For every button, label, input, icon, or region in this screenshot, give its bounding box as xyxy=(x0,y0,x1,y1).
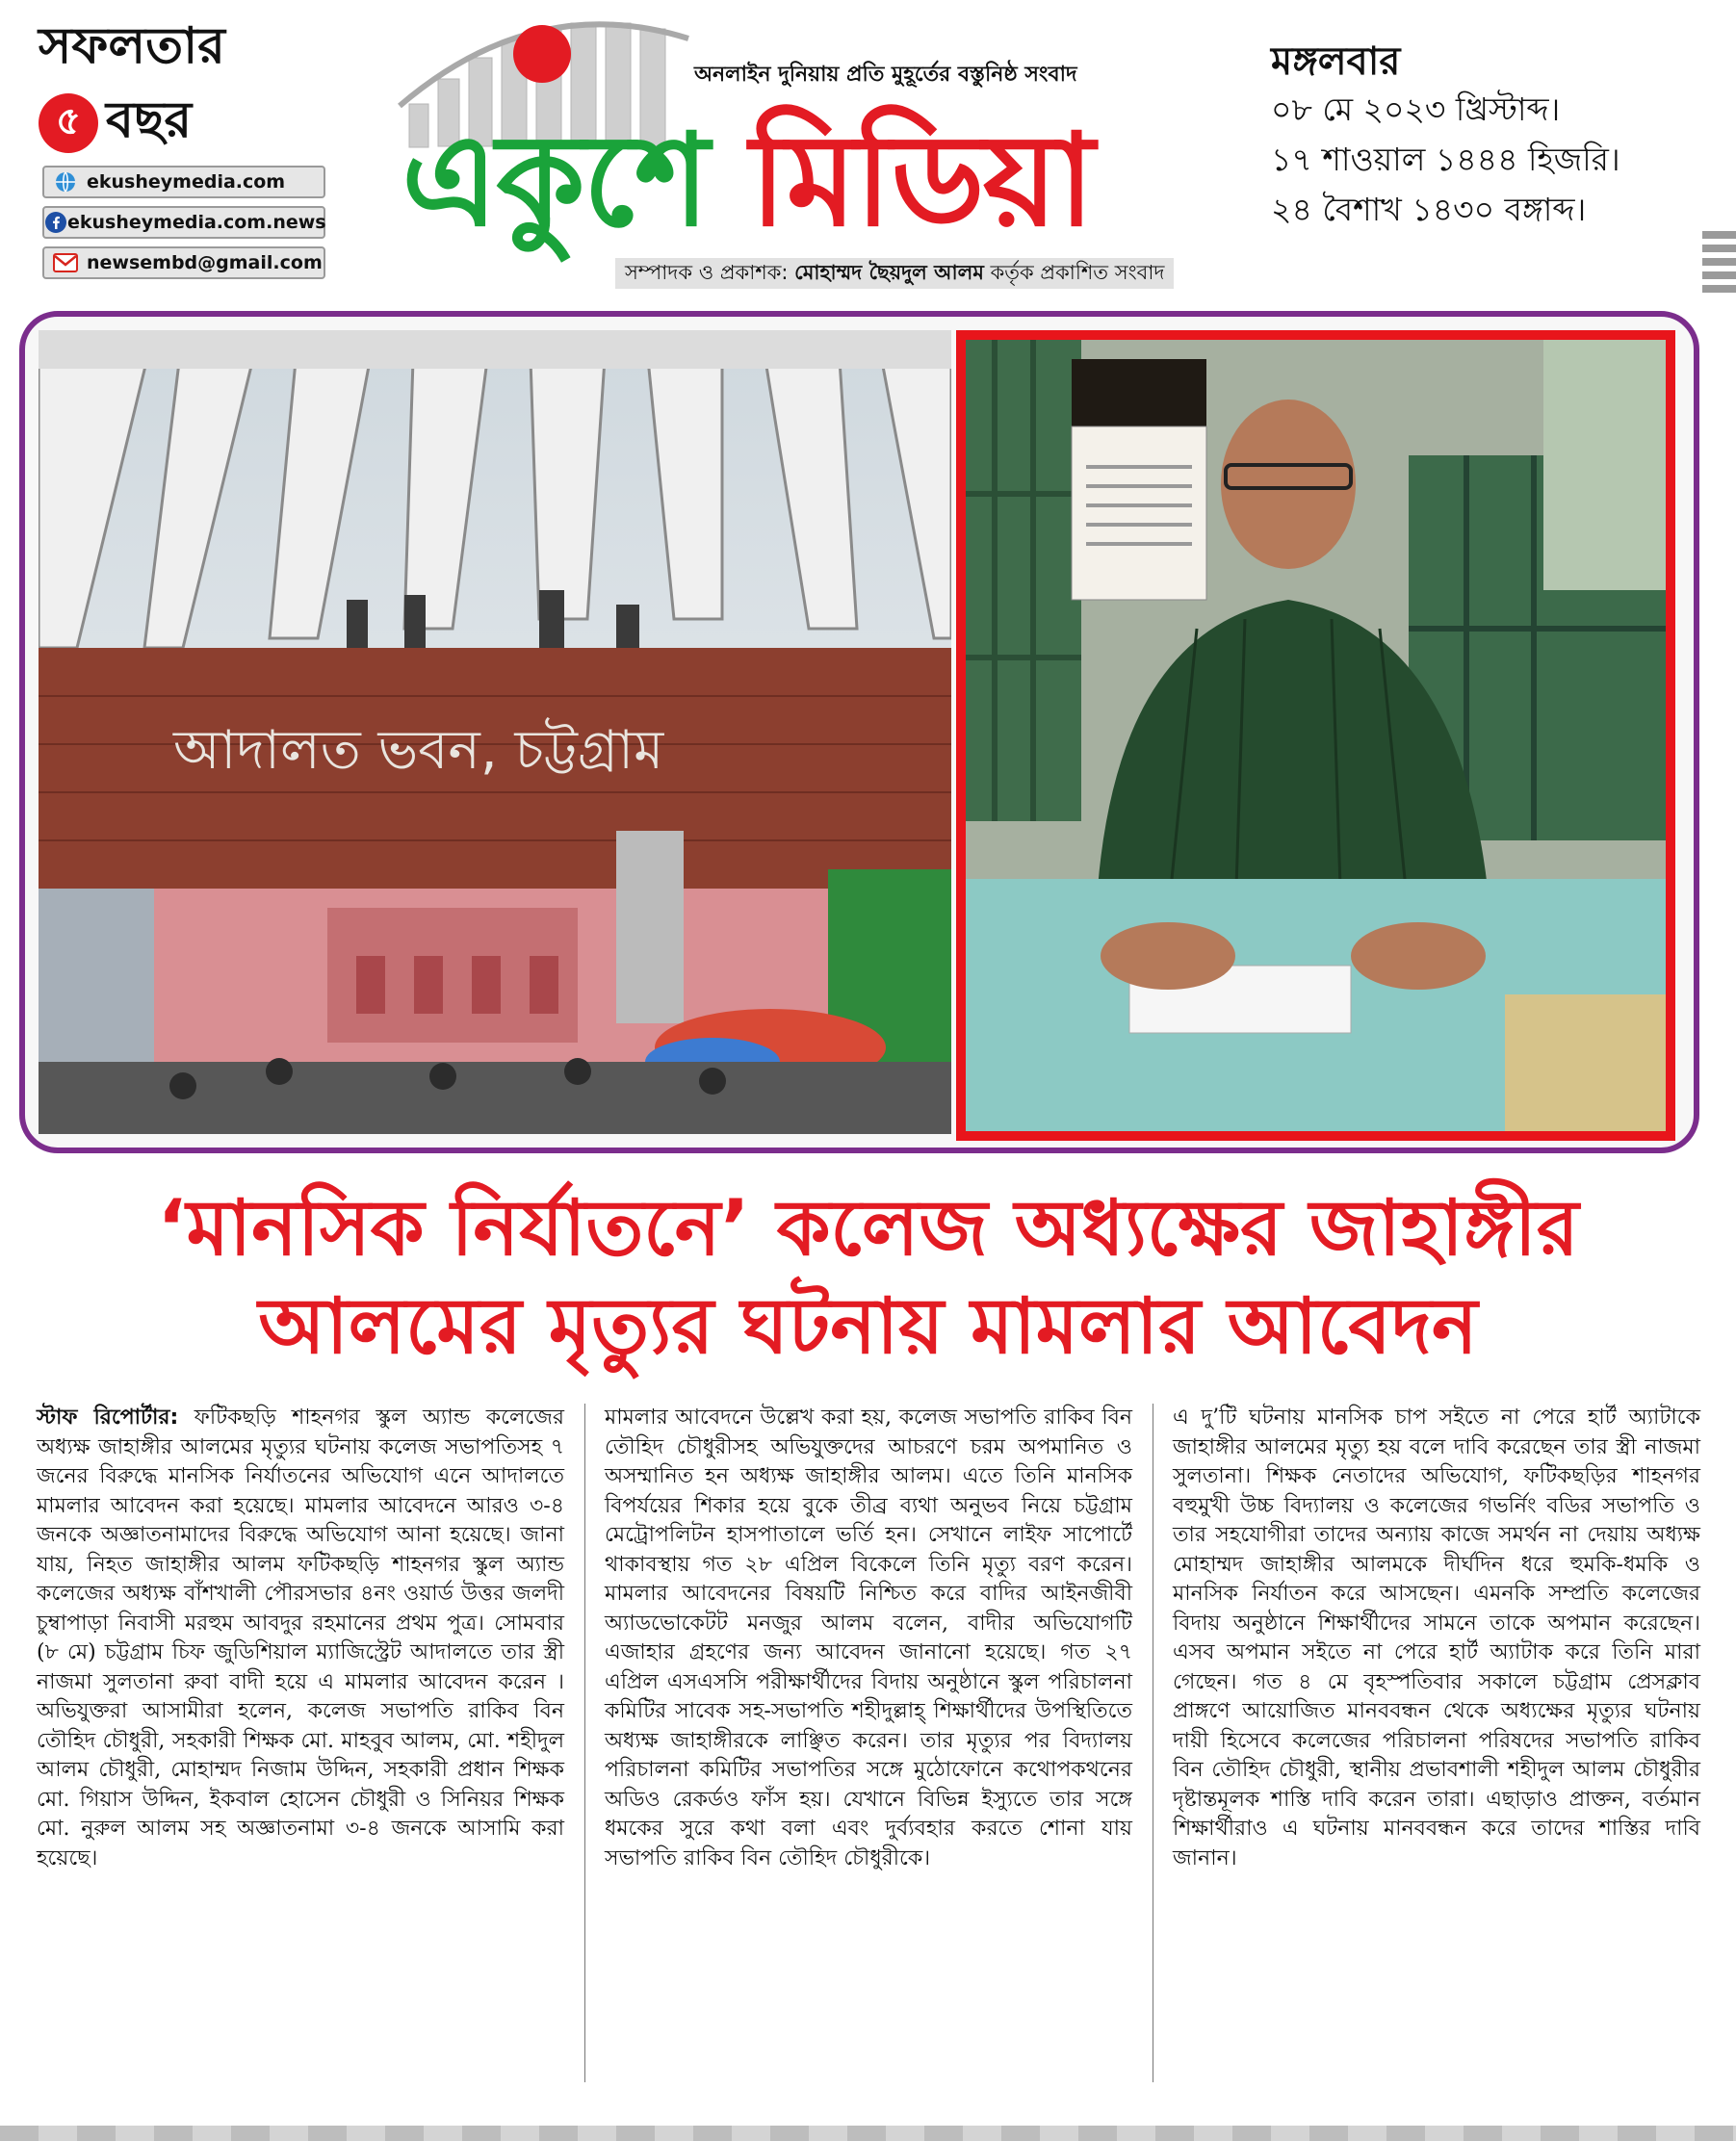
date-bangla: ২৪ বৈশাখ ১৪৩০ বঙ্গাব্দ। xyxy=(1271,191,1587,228)
contact-website[interactable] xyxy=(42,166,325,198)
article-column-3 xyxy=(1173,1404,1700,1873)
headline-line1: ‘মানসিক নির্যাতনে’ কলেজ অধ্যক্ষের জাহাঙ্গীর xyxy=(157,1183,1579,1273)
tagline: অনলাইন দুনিয়ায় প্রতি মুহূর্তের বস্তুনিষ্ঠ সংবাদ xyxy=(694,63,1077,87)
article-column-2 xyxy=(605,1404,1132,1873)
article-column-1 xyxy=(37,1404,564,1873)
anniversary-line2: বছর xyxy=(106,90,193,149)
anniversary-line1: সফলতার xyxy=(39,16,225,75)
mail-icon xyxy=(44,248,87,277)
court-sign-text: আদালত ভবন, চট্টগ্রাম xyxy=(173,719,664,782)
headline-line2: আলমের মৃত্যুর ঘটনায় মামলার আবেদন xyxy=(258,1281,1478,1371)
logo-title-red: মিডিয়া xyxy=(749,107,1093,255)
article-body xyxy=(37,1404,1700,2102)
editor-prefix: সম্পাদক ও প্রকাশক: xyxy=(625,260,789,284)
article-column-2-text: মামলার আবেদনে উল্লেখ করা হয়, কলেজ সভাপতি রাকিব বিন তৌহিদ চৌধুরীসহ অভিযুক্তদের আচরণে চরম অপমানিত ও অসম্মানিত হন অধ্যক্ষ জাহাঙ্গীর আলম। এতে তিনি মানসিক বিপর্যয়ের শিকার হয়ে বুকে তীব্র ব্যথা অনুভব নিয়ে চট্টগ্রাম মেট্রোপলিটন হাসপাতালে ভর্তি হন। সেখানে লাইফ সাপোর্টে থাকাবস্থায় গত ২৮ এপ্রিল বিকেলে তিনি মৃত্যু বরণ করেন। মামলার আবেদনের বিষয়টি নিশ্চিত করে বাদির আইনজীবী অ্যাডভোকেটট মনজুর আলম বলেন, বাদীর অভিযোগটি এজাহার গ্রহণের জন্য আবেদন জানানো হয়েছে। গত ২৭ এপ্রিল এসএসসি পরীক্ষার্থীদের বিদায় অনুষ্ঠানে স্কুল পরিচালনা কমিটির সাবেক সহ-সভাপতি শহীদুল্লাহ্ শিক্ষার্থীদের উপস্থিতিতে অধ্যক্ষ জাহাঙ্গীরকে লাঞ্ছিত করেন। তার মৃত্যুর পর বিদ্যালয় পরিচালনা কমিটির সভাপতির সঙ্গে মুঠোফোনে কথোপকথনের অডিও রেকর্ডও ফাঁস হয়। যেখানে বিভিন্ন ইস্যুতে তার সঙ্গে ধমকের সুরে কথা বলা এবং দুর্ব্যবহার করতে শোনা যায় সভাপতি রাকিব বিন তৌহিদ চৌধুরীকে। xyxy=(605,1406,1132,1870)
contact-website-text: ekusheymedia.com xyxy=(87,171,286,193)
corner-stripes xyxy=(1702,231,1736,298)
column-divider xyxy=(584,1404,585,2082)
editor-suffix: কর্তৃক প্রকাশিত সংবাদ xyxy=(990,260,1165,284)
newspaper-logo[interactable] xyxy=(380,0,1362,294)
contact-list xyxy=(42,166,325,287)
contact-email[interactable] xyxy=(42,246,325,279)
date-block xyxy=(1271,39,1675,235)
editor-name: মোহাম্মদ ছৈয়দুল আলম xyxy=(794,260,984,284)
court-building-photo xyxy=(39,330,951,1134)
date-gregorian: ০৮ মে ২০২৩ খ্রিস্টাব্দ। xyxy=(1271,90,1561,128)
anniversary-number: ৫ xyxy=(39,93,98,153)
article-headline xyxy=(0,1179,1736,1376)
article-column-1-text: ফটিকছড়ি শাহনগর স্কুল অ্যান্ড কলেজের অধ্যক্ষ জাহাঙ্গীর আলমের মৃত্যুর ঘটনায় কলেজ সভাপতিসহ ৭ জনের বিরুদ্ধে মানসিক নির্যাতনের অভিযোগ এনে আদালতে মামলার আবেদন করা হয়েছে। মামলার আবেদনে আরও ৩-৪ জনকে অজ্ঞাতনামাদের বিরুদ্ধে অভিযোগ আনা হয়েছে। জানা যায়, নিহত জাহাঙ্গীর আলম ফটিকছড়ি শাহনগর স্কুল অ্যান্ড কলেজের অধ্যক্ষ বাঁশখালী পৌরসভার ৪নং ওয়ার্ড উত্তর জলদী চুম্বাপাড়া নিবাসী মরহুম আবদুর রহমানের প্রথম পুত্র। সোমবার (৮ মে) চট্টগ্রাম চিফ জুডিশিয়াল ম্যাজিস্ট্রেট আদালতে তার স্ত্রী নাজমা সুলতানা রুবা বাদী হয়ে এ মামলার আবেদন করেন । অভিযুক্তরা আসামীরা হলেন, কলেজ সভাপতি রাকিব বিন তৌহিদ চৌধুরী, সহকারী শিক্ষক মো. মাহবুব আলম, মো. শহীদুল আলম চৌধুরী, মোহাম্মদ নিজাম উদ্দিন, সহকারী প্রধান শিক্ষক মো. গিয়াস উদ্দিন, ইকবাল হোসেন চৌধুরী ও সিনিয়র শিক্ষক মো. নুরুল আলম সহ অজ্ঞাতনামা ৩-৪ জনকে আসামি করা হয়েছে। xyxy=(37,1406,564,1870)
date-hijri: ১৭ শাওয়াল ১৪৪৪ হিজরি। xyxy=(1271,141,1620,178)
article-column-3-text: এ দু’টি ঘটনায় মানসিক চাপ সইতে না পেরে হার্ট অ্যাটাকে জাহাঙ্গীর আলমের মৃত্যু হয় বলে দাবি করেছেন তার স্ত্রী নাজমা সুলতানা। শিক্ষক নেতাদের অভিযোগ, ফটিকছড়ির শাহনগর বহুমুখী উচ্চ বিদ্যালয় ও কলেজের গভর্নিং বডির সভাপতি ও তার সহযোগীরা তাদের অন্যায় কাজে সমর্থন না দেয়ায় অধ্যক্ষ মোহাম্মদ জাহাঙ্গীর আলমকে দীর্ঘদিন ধরে হুমকি-ধমকি ও মানসিক নির্যাতন করে আসছেন। এমনকি সম্প্রতি কলেজের বিদায় অনুষ্ঠানে শিক্ষার্থীদের সামনে তাকে অপমান করেছেন। এসব অপমান সইতে না পেরে হার্ট অ্যাটাক করে তিনি মারা গেছেন। গত ৪ মে বৃহস্পতিবার সকালে চট্টগ্রাম প্রেসক্লাব প্রাঙ্গণে আয়োজিত মানববন্ধন থেকে অধ্যক্ষের মৃত্যুর ঘটনায় দায়ী হিসেবে কলেজের পরিচালনা পরিষদের সভাপতি রাকিব বিন তৌহিদ চৌধুরী, স্থানীয় প্রভাবশালী শহীদুল আলম চৌধুরীর দৃষ্টান্তমূলক শাস্তি দাবি করেন তারা। এছাড়াও প্রাক্তন, বর্তমান শিক্ষার্থীরাও এ ঘটনায় মানববন্ধন করে তাদের শাস্তির দাবি জানান। xyxy=(1173,1406,1700,1870)
masthead xyxy=(0,0,1736,294)
footer-bar xyxy=(0,2126,1736,2141)
principal-portrait-photo xyxy=(956,330,1675,1141)
contact-facebook-text: ekusheymedia.com.news xyxy=(67,212,326,233)
weekday: মঙ্গলবার xyxy=(1271,39,1401,84)
byline: স্টাফ রিপোর্টার: xyxy=(37,1406,179,1430)
globe-icon xyxy=(44,168,87,196)
contact-email-text: newsembd@gmail.com xyxy=(87,252,323,273)
contact-facebook[interactable] xyxy=(42,206,325,239)
logo-title-green: একুশে xyxy=(402,107,708,255)
logo-title xyxy=(402,107,1093,255)
anniversary-badge xyxy=(39,17,327,165)
facebook-icon xyxy=(44,208,67,237)
editor-credit xyxy=(615,258,1174,289)
